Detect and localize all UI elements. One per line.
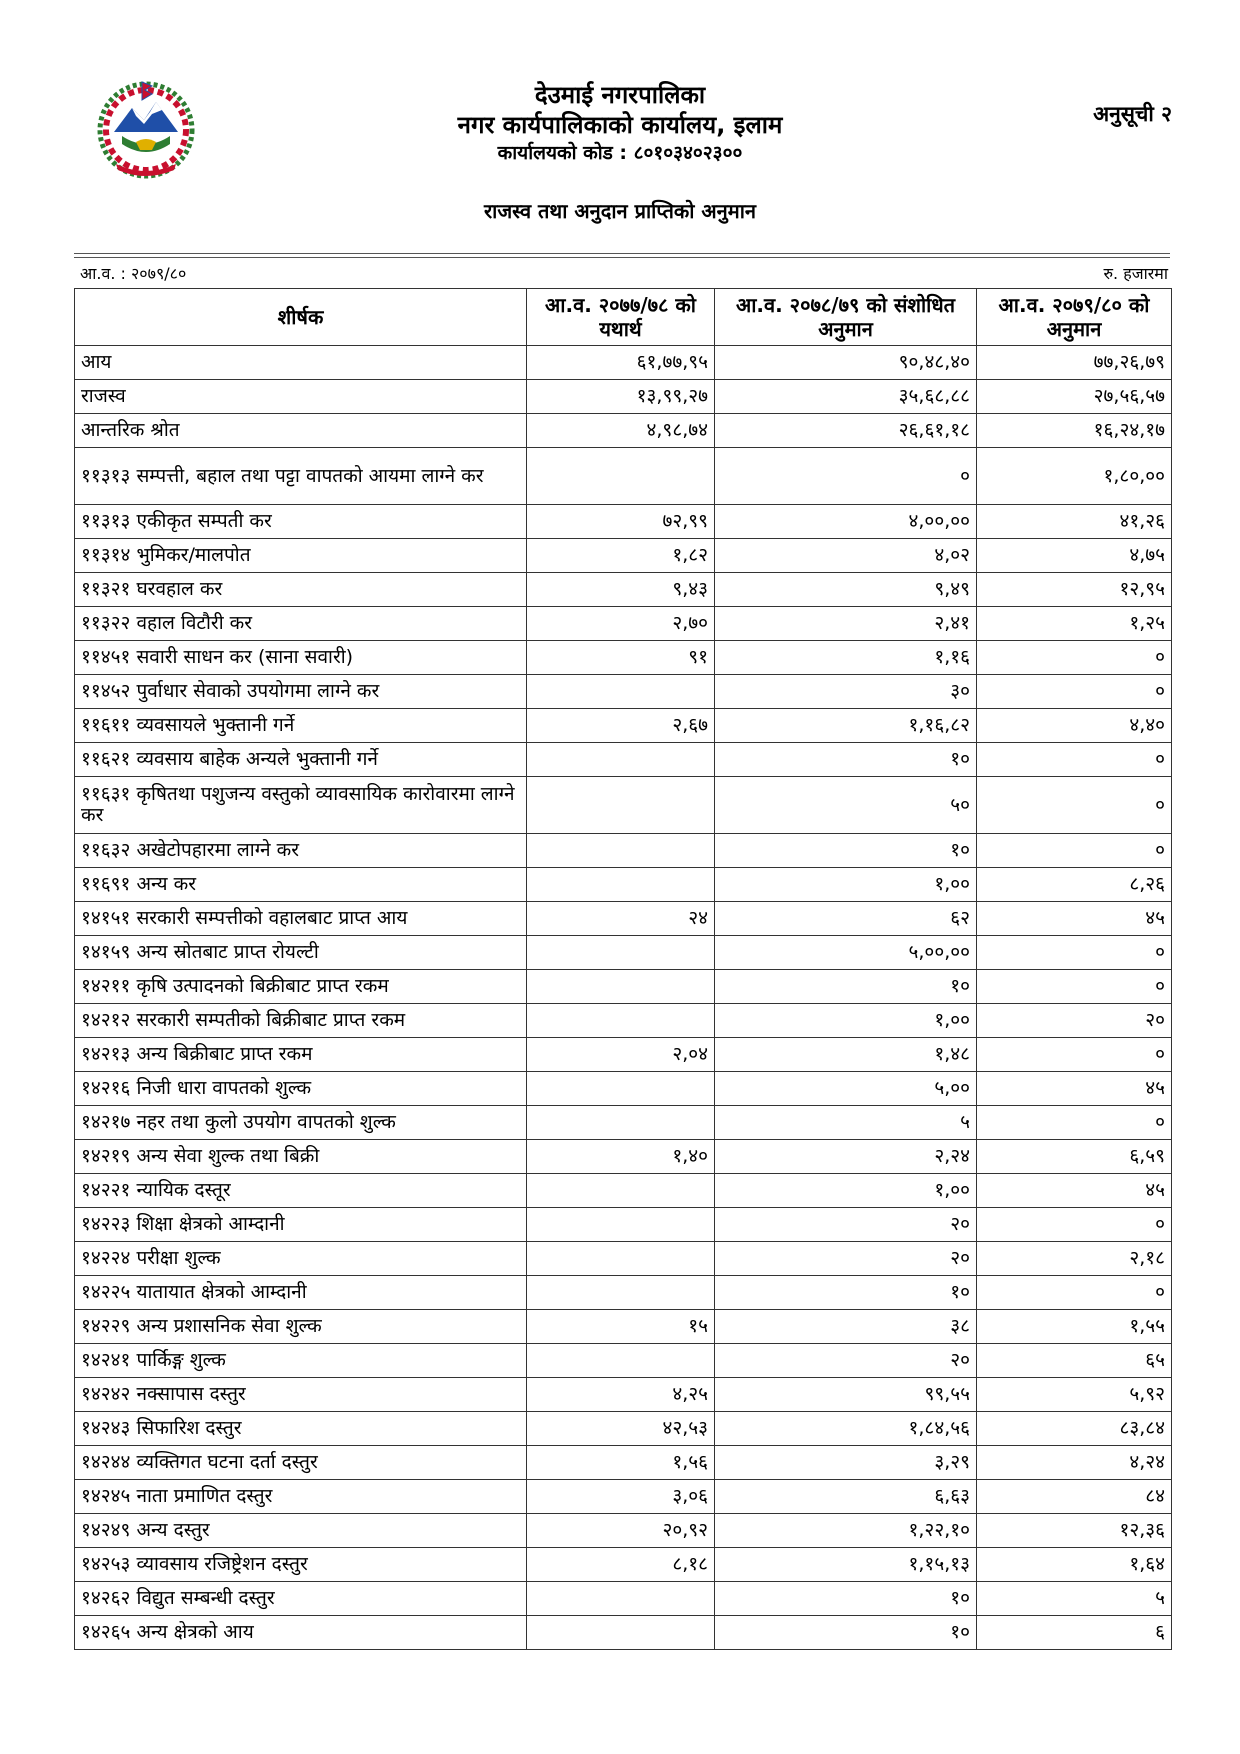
divider bbox=[74, 257, 1170, 258]
table-row bbox=[75, 1174, 1172, 1208]
row-estimate: ४५ bbox=[977, 1072, 1172, 1106]
row-revised: २० bbox=[715, 1242, 977, 1276]
row-title: १४२२१ न्यायिक दस्तूर bbox=[75, 1174, 527, 1208]
row-estimate: ६,५९ bbox=[977, 1140, 1172, 1174]
row-title: १४२४४ व्यक्तिगत घटना दर्ता दस्तुर bbox=[75, 1446, 527, 1480]
row-actual: ६१,७७,९५ bbox=[527, 346, 715, 380]
row-actual bbox=[527, 1616, 715, 1650]
row-title: १४२१९ अन्य सेवा शुल्क तथा बिक्री bbox=[75, 1140, 527, 1174]
row-actual bbox=[527, 1344, 715, 1378]
col-header-actual: आ.व. २०७७/७८ को यथार्थ bbox=[527, 289, 715, 346]
row-title: ११६३२ अखेटोपहारमा लाग्ने कर bbox=[75, 834, 527, 868]
row-estimate: २७,५६,५७ bbox=[977, 380, 1172, 414]
row-title: ११४५१ सवारी साधन कर (साना सवारी) bbox=[75, 641, 527, 675]
row-revised: ५,००,०० bbox=[715, 936, 977, 970]
row-actual bbox=[527, 1072, 715, 1106]
row-title: १४२६५ अन्य क्षेत्रको आय bbox=[75, 1616, 527, 1650]
table-row bbox=[75, 743, 1172, 777]
row-title: आय bbox=[75, 346, 527, 380]
table-row bbox=[75, 902, 1172, 936]
row-estimate: २,१८ bbox=[977, 1242, 1172, 1276]
table-row bbox=[75, 1106, 1172, 1140]
row-actual: १५ bbox=[527, 1310, 715, 1344]
row-title: ११३२२ वहाल विटौरी कर bbox=[75, 607, 527, 641]
row-actual bbox=[527, 777, 715, 834]
row-revised: १,१६ bbox=[715, 641, 977, 675]
row-estimate: ० bbox=[977, 743, 1172, 777]
row-actual: १३,९९,२७ bbox=[527, 380, 715, 414]
row-actual: ९१ bbox=[527, 641, 715, 675]
row-title: ११३१३ एकीकृत सम्पती कर bbox=[75, 505, 527, 539]
table-row bbox=[75, 573, 1172, 607]
row-revised: १,१५,१३ bbox=[715, 1548, 977, 1582]
row-revised: २६,६१,१८ bbox=[715, 414, 977, 448]
row-actual: ७२,९९ bbox=[527, 505, 715, 539]
row-revised: १० bbox=[715, 1582, 977, 1616]
col-header-revised: आ.व. २०७८/७९ को संशोधित अनुमान bbox=[715, 289, 977, 346]
row-actual bbox=[527, 1582, 715, 1616]
row-revised: १० bbox=[715, 834, 977, 868]
row-estimate: १,५५ bbox=[977, 1310, 1172, 1344]
row-actual bbox=[527, 834, 715, 868]
row-revised: १० bbox=[715, 970, 977, 1004]
row-estimate: १,६४ bbox=[977, 1548, 1172, 1582]
row-title: १४२११ कृषि उत्पादनको बिक्रीबाट प्राप्त रकम bbox=[75, 970, 527, 1004]
row-estimate: ० bbox=[977, 834, 1172, 868]
row-estimate: ० bbox=[977, 777, 1172, 834]
row-estimate: ८३,८४ bbox=[977, 1412, 1172, 1446]
table-row bbox=[75, 505, 1172, 539]
row-title: १४१५९ अन्य स्रोतबाट प्राप्त रोयल्टी bbox=[75, 936, 527, 970]
table-row bbox=[75, 1038, 1172, 1072]
row-revised: ४,००,०० bbox=[715, 505, 977, 539]
row-title: १४२१७ नहर तथा कुलो उपयोग वापतको शुल्क bbox=[75, 1106, 527, 1140]
row-actual bbox=[527, 1208, 715, 1242]
row-estimate: ० bbox=[977, 1106, 1172, 1140]
row-actual bbox=[527, 868, 715, 902]
table-row bbox=[75, 380, 1172, 414]
table-header-row bbox=[75, 289, 1172, 346]
row-revised: ३,२९ bbox=[715, 1446, 977, 1480]
row-actual: ८,१८ bbox=[527, 1548, 715, 1582]
table-row bbox=[75, 777, 1172, 834]
document-title: राजस्व तथा अनुदान प्राप्तिको अनुमान bbox=[483, 199, 757, 223]
table-row bbox=[75, 1072, 1172, 1106]
table-row bbox=[75, 607, 1172, 641]
table-row bbox=[75, 1004, 1172, 1038]
table-row bbox=[75, 1514, 1172, 1548]
row-estimate: ४१,२६ bbox=[977, 505, 1172, 539]
row-estimate: ० bbox=[977, 675, 1172, 709]
table-row bbox=[75, 1310, 1172, 1344]
row-estimate: ५,९२ bbox=[977, 1378, 1172, 1412]
row-title: १४२२४ परीक्षा शुल्क bbox=[75, 1242, 527, 1276]
table-body bbox=[75, 346, 1172, 1650]
row-title: १४२१६ निजी धारा वापतको शुल्क bbox=[75, 1072, 527, 1106]
row-title: १४२२५ यातायात क्षेत्रको आम्दानी bbox=[75, 1276, 527, 1310]
row-actual: १,५६ bbox=[527, 1446, 715, 1480]
row-title: ११६९१ अन्य कर bbox=[75, 868, 527, 902]
row-title: १४१५१ सरकारी सम्पत्तीको वहालबाट प्राप्त आय bbox=[75, 902, 527, 936]
row-revised: १,०० bbox=[715, 1174, 977, 1208]
row-actual bbox=[527, 1106, 715, 1140]
row-title: ११६२१ व्यवसाय बाहेक अन्यले भुक्तानी गर्ने bbox=[75, 743, 527, 777]
row-revised: २० bbox=[715, 1344, 977, 1378]
table-row bbox=[75, 1242, 1172, 1276]
row-revised: ५ bbox=[715, 1106, 977, 1140]
table-row bbox=[75, 868, 1172, 902]
row-title: १४२१३ अन्य बिक्रीबाट प्राप्त रकम bbox=[75, 1038, 527, 1072]
revenue-table bbox=[74, 288, 1172, 1650]
table-row bbox=[75, 1140, 1172, 1174]
row-actual bbox=[527, 675, 715, 709]
fiscal-year: आ.व. : २०७९/८० bbox=[80, 264, 187, 283]
row-estimate: ४,४० bbox=[977, 709, 1172, 743]
row-actual: ९,४३ bbox=[527, 573, 715, 607]
row-revised: ० bbox=[715, 448, 977, 505]
row-title: १४२२३ शिक्षा क्षेत्रको आम्दानी bbox=[75, 1208, 527, 1242]
row-estimate: ० bbox=[977, 970, 1172, 1004]
row-estimate: १,८०,०० bbox=[977, 448, 1172, 505]
table-row bbox=[75, 1480, 1172, 1514]
row-title: १४२४१ पार्किङ्ग शुल्क bbox=[75, 1344, 527, 1378]
office-code: कार्यालयको कोड : ८०१०३४०२३०० bbox=[497, 142, 743, 164]
row-estimate: ० bbox=[977, 1276, 1172, 1310]
row-revised: ६,६३ bbox=[715, 1480, 977, 1514]
row-actual bbox=[527, 970, 715, 1004]
row-revised: ९०,४८,४० bbox=[715, 346, 977, 380]
row-title: १४२४३ सिफारिश दस्तुर bbox=[75, 1412, 527, 1446]
row-estimate: ४,२४ bbox=[977, 1446, 1172, 1480]
row-title: आन्तरिक श्रोत bbox=[75, 414, 527, 448]
row-actual: ४,९८,७४ bbox=[527, 414, 715, 448]
table-row bbox=[75, 346, 1172, 380]
row-actual: ३,०६ bbox=[527, 1480, 715, 1514]
row-actual bbox=[527, 936, 715, 970]
row-revised: १,०० bbox=[715, 1004, 977, 1038]
row-title: १४२२९ अन्य प्रशासनिक सेवा शुल्क bbox=[75, 1310, 527, 1344]
table-row bbox=[75, 1276, 1172, 1310]
table-row bbox=[75, 1446, 1172, 1480]
row-actual: २४ bbox=[527, 902, 715, 936]
row-revised: २० bbox=[715, 1208, 977, 1242]
row-revised: ३८ bbox=[715, 1310, 977, 1344]
row-estimate: १२,३६ bbox=[977, 1514, 1172, 1548]
table-row bbox=[75, 675, 1172, 709]
row-revised: १,१६,८२ bbox=[715, 709, 977, 743]
row-estimate: ० bbox=[977, 1038, 1172, 1072]
table-row bbox=[75, 641, 1172, 675]
table-row bbox=[75, 1582, 1172, 1616]
annex-label: अनुसूची २ bbox=[1093, 102, 1172, 126]
row-revised: ५,०० bbox=[715, 1072, 977, 1106]
row-revised: १० bbox=[715, 1276, 977, 1310]
table-row bbox=[75, 1378, 1172, 1412]
row-estimate: ४५ bbox=[977, 1174, 1172, 1208]
row-actual: २,६७ bbox=[527, 709, 715, 743]
row-estimate: ० bbox=[977, 936, 1172, 970]
row-title: ११३२१ घरवहाल कर bbox=[75, 573, 527, 607]
row-estimate: ४५ bbox=[977, 902, 1172, 936]
row-title: १४२४२ नक्सापास दस्तुर bbox=[75, 1378, 527, 1412]
unit-label: रु. हजारमा bbox=[1103, 264, 1168, 283]
row-revised: ९,४९ bbox=[715, 573, 977, 607]
org-name: देउमाई नगरपालिका bbox=[534, 81, 706, 109]
row-actual bbox=[527, 1174, 715, 1208]
row-estimate: ६५ bbox=[977, 1344, 1172, 1378]
table-row bbox=[75, 936, 1172, 970]
row-revised: ३० bbox=[715, 675, 977, 709]
row-estimate: ७७,२६,७९ bbox=[977, 346, 1172, 380]
row-actual bbox=[527, 1276, 715, 1310]
row-revised: ९९,५५ bbox=[715, 1378, 977, 1412]
table-row bbox=[75, 970, 1172, 1004]
row-estimate: २० bbox=[977, 1004, 1172, 1038]
row-title: ११६३१ कृषितथा पशुजन्य वस्तुको व्यावसायिक कारोवारमा लाग्ने कर bbox=[75, 777, 527, 834]
table-row bbox=[75, 1344, 1172, 1378]
table-row bbox=[75, 414, 1172, 448]
table-row bbox=[75, 1208, 1172, 1242]
row-actual bbox=[527, 743, 715, 777]
row-estimate: ८४ bbox=[977, 1480, 1172, 1514]
row-revised: ५० bbox=[715, 777, 977, 834]
row-revised: १,८४,५६ bbox=[715, 1412, 977, 1446]
row-actual: २,७० bbox=[527, 607, 715, 641]
table-row bbox=[75, 709, 1172, 743]
row-revised: १,२२,१० bbox=[715, 1514, 977, 1548]
row-estimate: ५ bbox=[977, 1582, 1172, 1616]
table-row bbox=[75, 834, 1172, 868]
row-revised: १० bbox=[715, 1616, 977, 1650]
row-actual: १,४० bbox=[527, 1140, 715, 1174]
table-row bbox=[75, 1548, 1172, 1582]
row-title: ११६११ व्यवसायले भुक्तानी गर्ने bbox=[75, 709, 527, 743]
row-estimate: ४,७५ bbox=[977, 539, 1172, 573]
row-revised: ४,०२ bbox=[715, 539, 977, 573]
row-estimate: १२,९५ bbox=[977, 573, 1172, 607]
row-estimate: १६,२४,१७ bbox=[977, 414, 1172, 448]
row-estimate: ८,२६ bbox=[977, 868, 1172, 902]
col-header-estimate: आ.व. २०७९/८० को अनुमान bbox=[977, 289, 1172, 346]
row-title: १४२४९ अन्य दस्तुर bbox=[75, 1514, 527, 1548]
row-revised: २,४१ bbox=[715, 607, 977, 641]
row-actual: ४२,५३ bbox=[527, 1412, 715, 1446]
row-actual bbox=[527, 1004, 715, 1038]
office-name: नगर कार्यपालिकाको कार्यालय, इलाम bbox=[457, 111, 783, 139]
table-row bbox=[75, 1616, 1172, 1650]
table-row bbox=[75, 1412, 1172, 1446]
row-title: ११४५२ पुर्वाधार सेवाको उपयोगमा लाग्ने कर bbox=[75, 675, 527, 709]
row-actual: ४,२५ bbox=[527, 1378, 715, 1412]
row-title: राजस्व bbox=[75, 380, 527, 414]
row-revised: ३५,६८,८८ bbox=[715, 380, 977, 414]
row-title: १४२५३ व्यावसाय रजिष्ट्रेशन दस्तुर bbox=[75, 1548, 527, 1582]
row-actual: २,०४ bbox=[527, 1038, 715, 1072]
row-estimate: ६ bbox=[977, 1616, 1172, 1650]
col-header-title: शीर्षक bbox=[75, 289, 527, 346]
row-estimate: १,२५ bbox=[977, 607, 1172, 641]
row-revised: ६२ bbox=[715, 902, 977, 936]
row-title: ११३१३ सम्पत्ती, बहाल तथा पट्टा वापतको आयमा लाग्ने कर bbox=[75, 448, 527, 505]
row-estimate: ० bbox=[977, 641, 1172, 675]
row-revised: १० bbox=[715, 743, 977, 777]
row-title: १४२१२ सरकारी सम्पतीको बिक्रीबाट प्राप्त रकम bbox=[75, 1004, 527, 1038]
row-actual bbox=[527, 1242, 715, 1276]
row-revised: २,२४ bbox=[715, 1140, 977, 1174]
row-title: १४२४५ नाता प्रमाणित दस्तुर bbox=[75, 1480, 527, 1514]
table-row bbox=[75, 448, 1172, 505]
divider bbox=[74, 253, 1170, 254]
letterhead bbox=[0, 80, 1240, 166]
row-actual bbox=[527, 448, 715, 505]
row-estimate: ० bbox=[977, 1208, 1172, 1242]
row-revised: १,०० bbox=[715, 868, 977, 902]
row-title: १४२६२ विद्युत सम्बन्धी दस्तुर bbox=[75, 1582, 527, 1616]
row-actual: २०,९२ bbox=[527, 1514, 715, 1548]
row-title: ११३१४ भुमिकर/मालपोत bbox=[75, 539, 527, 573]
row-actual: १,८२ bbox=[527, 539, 715, 573]
row-revised: १,४८ bbox=[715, 1038, 977, 1072]
table-row bbox=[75, 539, 1172, 573]
